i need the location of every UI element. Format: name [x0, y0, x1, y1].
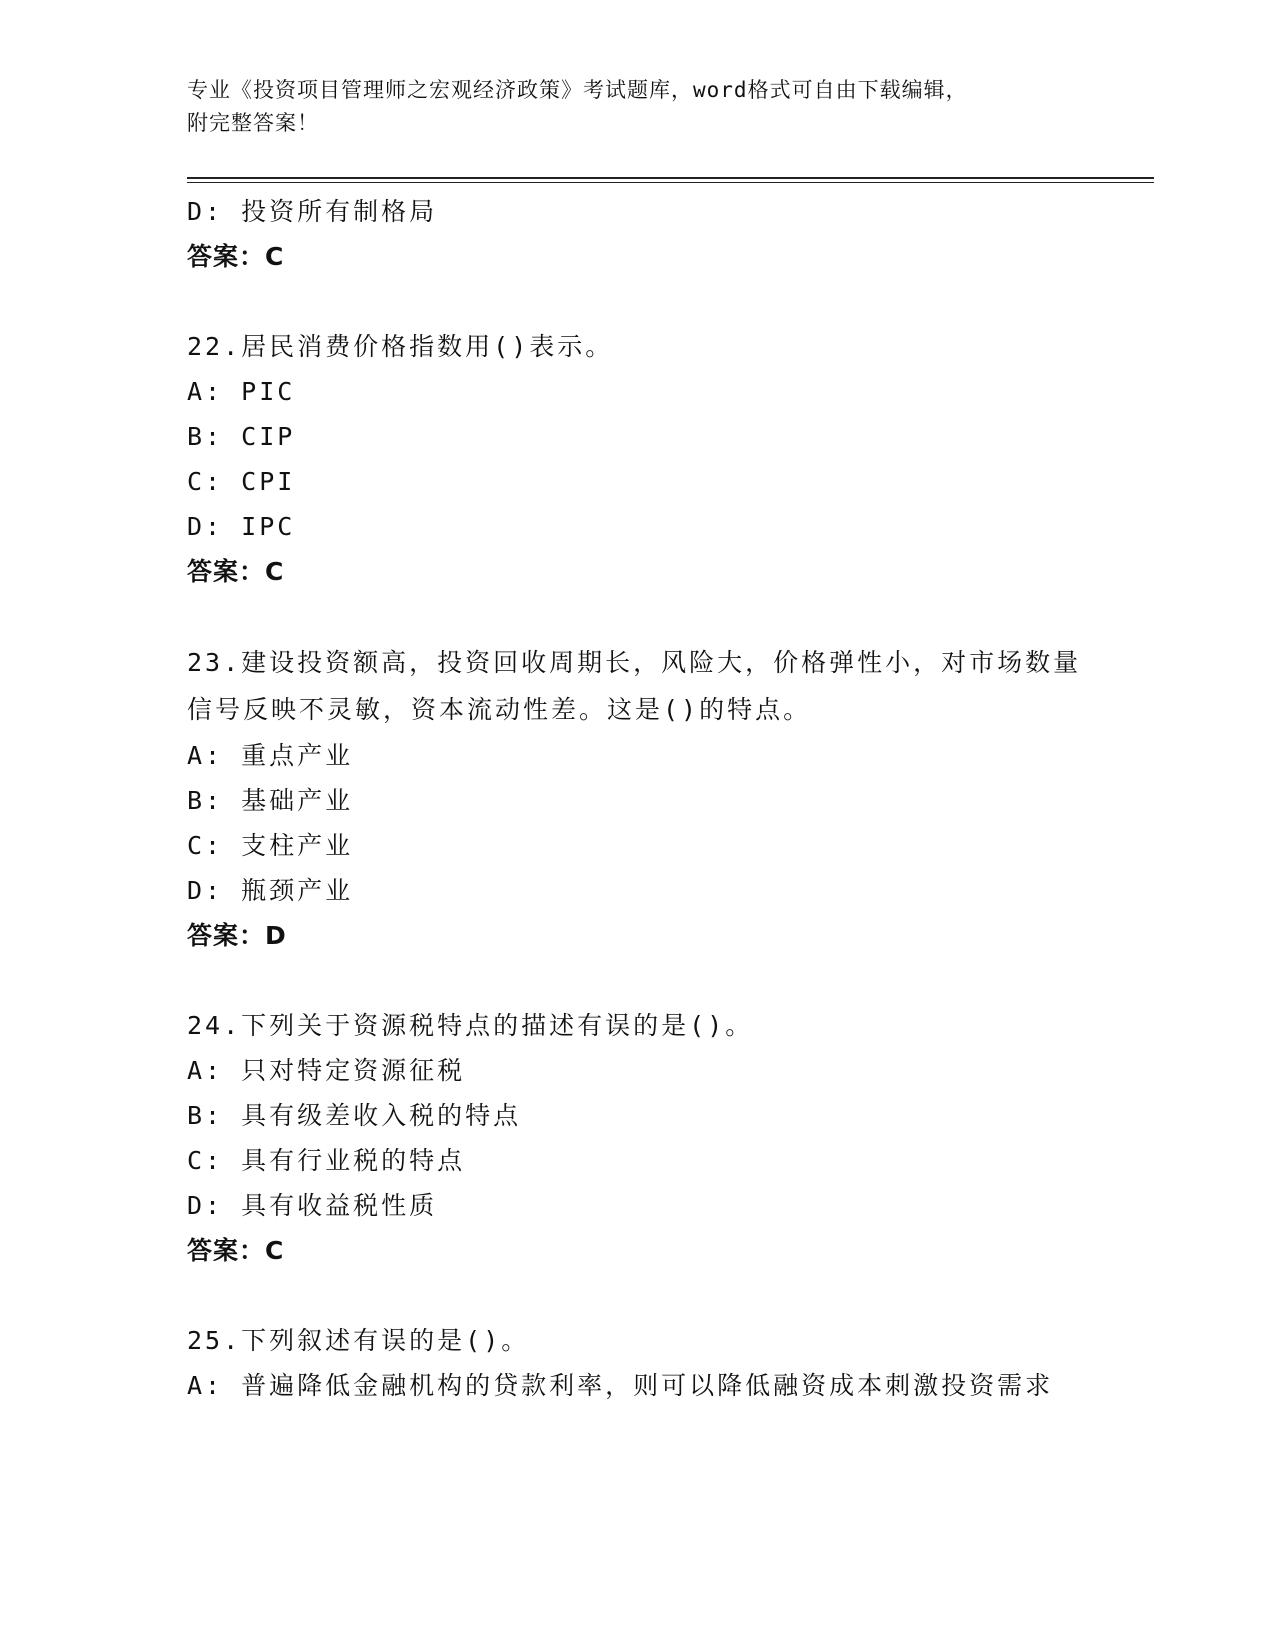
spacer	[187, 279, 1147, 324]
spacer	[187, 594, 1147, 639]
document-header	[187, 74, 1087, 140]
question-24-stem: 24.下列关于资源税特点的描述有误的是()。	[187, 1011, 754, 1040]
question-25-option-a: A: 普遍降低金融机构的贷款利率，则可以降低融资成本刺激投资需求	[187, 1371, 1054, 1400]
header-divider-thin	[187, 182, 1154, 183]
question-24-option-b: B: 具有级差收入税的特点	[187, 1101, 522, 1130]
question-23-option-d: D: 瓶颈产业	[187, 876, 354, 905]
question-23-option-a: A: 重点产业	[187, 741, 354, 770]
question-22-answer: 答案：C	[187, 557, 285, 586]
question-25-stem: 25.下列叙述有误的是()。	[187, 1326, 530, 1355]
question-24-option-c: C: 具有行业税的特点	[187, 1146, 466, 1175]
question-23-answer: 答案：D	[187, 921, 287, 950]
question-24-option-d: D: 具有收益税性质	[187, 1191, 438, 1220]
header-line-1: 专业《投资项目管理师之宏观经济政策》考试题库，word格式可自由下载编辑，	[187, 78, 968, 102]
spacer	[187, 958, 1147, 1003]
header-line-2: 附完整答案！	[187, 111, 319, 135]
question-22-option-c: C: CPI	[187, 467, 296, 496]
header-divider-thick	[187, 177, 1154, 179]
spacer	[187, 1273, 1147, 1318]
question-23-option-b: B: 基础产业	[187, 786, 354, 815]
prev-question-answer: 答案：C	[187, 242, 285, 271]
question-22-stem: 22.居民消费价格指数用()表示。	[187, 332, 614, 361]
question-23-option-c: C: 支柱产业	[187, 831, 354, 860]
question-22-option-a: A: PIC	[187, 377, 296, 406]
question-22-option-d: D: IPC	[187, 512, 296, 541]
question-23-stem: 23.建设投资额高，投资回收周期长，风险大，价格弹性小，对市场数量信号反映不灵敏，资本流动性差。这是()的特点。	[187, 648, 1082, 724]
question-22-option-b: B: CIP	[187, 422, 296, 451]
prev-question-option-d: D: 投资所有制格局	[187, 197, 438, 226]
question-24-answer: 答案：C	[187, 1236, 285, 1265]
question-list	[187, 189, 1147, 1408]
question-24-option-a: A: 只对特定资源征税	[187, 1056, 466, 1085]
